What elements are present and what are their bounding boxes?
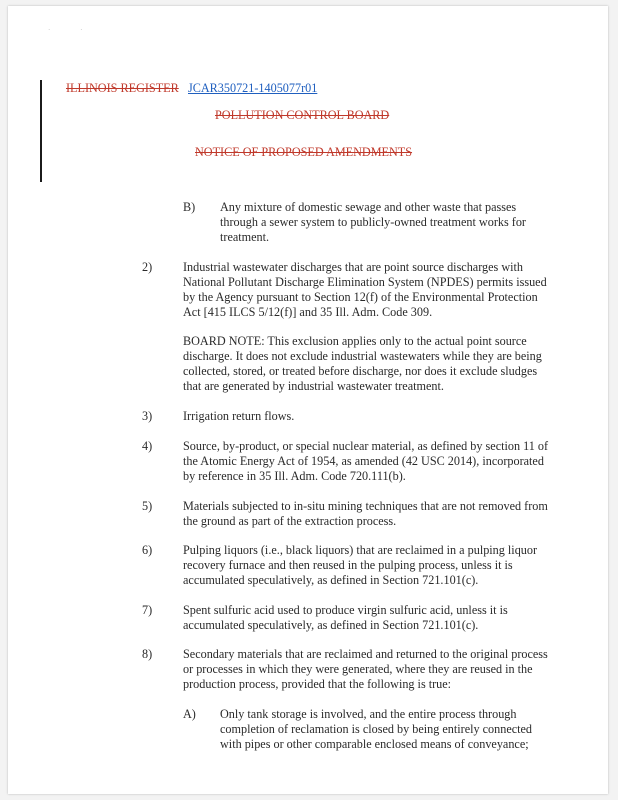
change-bar <box>40 80 42 182</box>
item-label: 6) <box>142 543 153 557</box>
scan-specks: · · <box>48 26 97 34</box>
item-label: A) <box>183 707 196 721</box>
text-line: Spent sulfuric acid used to produce virgin sulfuric acid, unless it is <box>183 603 508 617</box>
item-label: 4) <box>142 439 153 453</box>
text-line: Act [415 ILCS 5/12(f)] and 35 Ill. Adm. Code 309. <box>183 305 433 319</box>
text-line: by reference in 35 Ill. Adm. Code 720.111(b). <box>183 469 406 483</box>
text-line: Irrigation return flows. <box>183 409 295 423</box>
text-line: production process, provided that the following is true: <box>183 677 452 691</box>
board-header: POLLUTION CONTROL BOARD <box>215 108 390 122</box>
board-note-line: BOARD NOTE: This exclusion applies only to the actual point source <box>183 334 527 348</box>
text-line: recovery furnace and then reused in the pulping process, unless it is <box>183 558 513 572</box>
text-line: or processes in which they were generated, where they are reused in the <box>183 662 533 676</box>
text-line: by the Agency pursuant to Section 12(f) of the Environmental Protection <box>183 290 538 304</box>
register-header-deleted: ILLINOIS REGISTER <box>66 81 179 95</box>
text-line: Materials subjected to in-situ mining techniques that are not removed from <box>183 499 548 513</box>
text-line: Pulping liquors (i.e., black liquors) that are reclaimed in a pulping liquor <box>183 543 538 557</box>
notice-header: NOTICE OF PROPOSED AMENDMENTS <box>195 145 413 159</box>
text-line: treatment. <box>220 230 270 244</box>
item-label: 2) <box>142 260 153 274</box>
text-line: National Pollutant Discharge Elimination System (NPDES) permits issued <box>183 275 547 289</box>
text-line: the Atomic Energy Act of 1954, as amended (42 USC 2014), incorporated <box>183 454 544 468</box>
item-label: B) <box>183 200 196 214</box>
board-note-line: collected, stored, or treated before discharge, nor does it exclude sludges <box>183 364 538 378</box>
item-label: 3) <box>142 409 153 423</box>
item-label: 5) <box>142 499 153 513</box>
text-line: through a sewer system to publicly-owned treatment works for <box>220 215 526 229</box>
text-line: with pipes or other comparable enclosed means of conveyance; <box>220 737 529 751</box>
text-line: accumulated speculatively, as defined in Section 721.101(c). <box>183 618 479 632</box>
item-label: 7) <box>142 603 153 617</box>
board-note-line: that are generated by industrial wastewater treatment. <box>183 379 444 393</box>
text-line: accumulated speculatively, as defined in Section 721.101(c). <box>183 573 479 587</box>
text-line: Only tank storage is involved, and the entire process through <box>220 707 517 721</box>
register-header-inserted: JCAR350721-1405077r01 <box>188 81 318 95</box>
text-line: Source, by-product, or special nuclear material, as defined by section 11 of <box>183 439 549 453</box>
text-line: Industrial wastewater discharges that are point source discharges with <box>183 260 524 274</box>
text-line: completion of reclamation is closed by being entirely connected <box>220 722 533 736</box>
item-label: 8) <box>142 647 153 661</box>
text-line: Any mixture of domestic sewage and other waste that passes <box>220 200 517 214</box>
text-line: the ground as part of the extraction process. <box>183 514 397 528</box>
document-page <box>8 6 608 794</box>
text-line: Secondary materials that are reclaimed and returned to the original process <box>183 647 548 661</box>
board-note-line: discharge. It does not exclude industrial wastewaters while they are being <box>183 349 542 363</box>
